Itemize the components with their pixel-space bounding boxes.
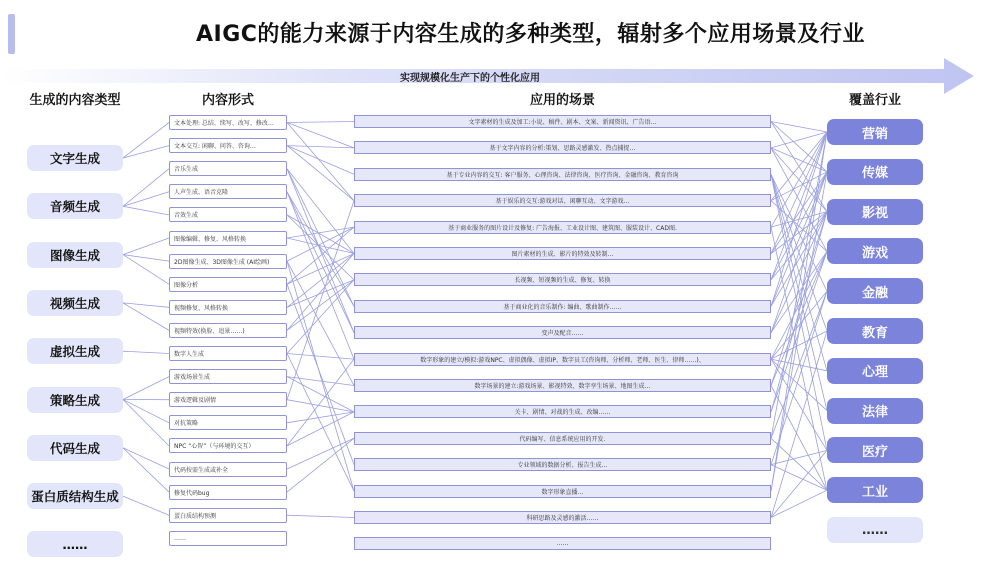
link-form-scene <box>287 261 354 385</box>
link-scene-industry <box>771 201 827 252</box>
link-form-scene <box>287 146 354 148</box>
link-scene-industry <box>771 148 827 252</box>
form-box-13: 对抗策略 <box>169 415 287 430</box>
industry-box-1: 传媒 <box>827 159 923 185</box>
scene-box-13: 专业领域的数据分析、报告生成… <box>354 458 771 471</box>
link-form-scene <box>287 169 354 254</box>
link-scene-industry <box>771 291 827 438</box>
link-scene-industry <box>771 331 827 359</box>
scene-box-1: 基于文字内容的分析:策划、思路灵感激发、热点捕捉… <box>354 141 771 154</box>
link-form-scene <box>287 400 354 412</box>
link-form-scene <box>287 280 354 354</box>
link-scene-industry <box>771 132 827 491</box>
type-box-0: 文字生成 <box>27 145 123 171</box>
link-form-scene <box>287 254 354 308</box>
link-form-scene <box>287 238 354 254</box>
link-scene-industry <box>771 450 827 517</box>
link-scene-industry <box>771 251 827 385</box>
link-form-scene <box>287 354 354 492</box>
link-form-scene <box>287 377 354 412</box>
type-box-6: 代码生成 <box>27 435 123 461</box>
link-scene-industry <box>771 172 827 280</box>
link-form-scene <box>287 192 354 306</box>
scene-box-8: 变声及配音…… <box>354 326 771 339</box>
link-type-form <box>123 448 169 469</box>
industry-box-7: 法律 <box>827 398 923 424</box>
link-form-scene <box>287 123 354 201</box>
link-form-scene <box>287 122 354 123</box>
link-type-form <box>123 400 169 446</box>
link-scene-industry <box>771 359 827 371</box>
link-form-scene <box>287 123 354 148</box>
link-scene-industry <box>771 132 827 280</box>
scene-box-10: 数字场景的建立:游戏场景、影视特效、数字孪生场景、地图生成… <box>354 379 771 392</box>
link-type-form <box>123 448 169 492</box>
link-type-form <box>123 351 169 353</box>
scene-box-more: …… <box>354 537 771 550</box>
industry-box-8: 医疗 <box>827 437 923 463</box>
link-form-scene <box>287 261 354 491</box>
scene-box-5: 图片素材的生成、影片的特效及转制… <box>354 247 771 260</box>
link-scene-industry <box>771 172 827 491</box>
form-box-15: 代码按需生成或补全 <box>169 462 287 477</box>
form-box-4: 音效生成 <box>169 207 287 222</box>
industry-box-0: 营销 <box>827 119 923 145</box>
link-form-scene <box>287 284 354 465</box>
link-scene-industry <box>771 386 827 491</box>
form-box-12: 游戏逻辑及剧情 <box>169 392 287 407</box>
form-box-0: 文本处理: 总结、续写、改写、修改… <box>169 115 287 130</box>
form-box-2: 音乐生成 <box>169 161 287 176</box>
link-type-form <box>123 206 169 215</box>
link-scene-industry <box>771 132 827 148</box>
link-form-scene <box>287 254 354 331</box>
scene-box-15: 科研思路及灵感的激活…… <box>354 511 771 524</box>
link-scene-industry <box>771 122 827 212</box>
scene-box-0: 文字素材的生成及加工:小说、稿件、剧本、文案、新闻资讯、广告语… <box>354 115 771 128</box>
scene-box-7: 基于商业化的音乐制作: 编曲、歌曲制作…… <box>354 300 771 313</box>
scene-box-11: 关卡、剧情、对战的生成、改编…… <box>354 405 771 418</box>
link-form-scene <box>287 438 354 469</box>
link-type-form <box>123 255 169 285</box>
link-form-scene <box>287 359 354 446</box>
scene-box-2: 基于专业内容的交互: 客户服务、心理咨询、法律咨询、医疗咨询、金融咨询、教育咨询 <box>354 168 771 181</box>
link-scene-industry <box>771 331 827 518</box>
link-form-scene <box>287 227 354 261</box>
type-box-3: 视频生成 <box>27 290 123 316</box>
scene-box-14: 数字形象直播… <box>354 485 771 498</box>
link-scene-industry <box>771 212 827 386</box>
link-scene-industry <box>771 174 827 450</box>
industry-box-2: 影视 <box>827 199 923 225</box>
link-form-scene <box>287 412 354 446</box>
link-scene-industry <box>771 438 827 490</box>
link-form-scene <box>287 146 354 201</box>
link-type-form <box>123 255 169 262</box>
scene-box-6: 长视频、短视频的生成、修复、转换 <box>354 273 771 286</box>
form-box-16: 修复代码bug <box>169 485 287 500</box>
link-scene-industry <box>771 359 827 450</box>
link-scene-industry <box>771 148 827 212</box>
link-scene-industry <box>771 465 827 491</box>
link-scene-industry <box>771 291 827 465</box>
scene-box-9: 数字形象的建立/模拟:游戏NPC、虚拟偶像、虚拟IP、数字员工(咨询师、分析师、老师、医生、律师……)、 <box>354 353 771 366</box>
type-box-4: 虚拟生成 <box>27 338 123 364</box>
link-scene-industry <box>771 122 827 172</box>
form-box-5: 图像编辑、修复、风格转换 <box>169 231 287 246</box>
scene-box-4: 基于商业服务的图片设计及修复: 广告海报、工业设计图、建筑图、服装设计、CAD图. <box>354 221 771 234</box>
link-scene-industry <box>771 291 827 359</box>
link-scene-industry <box>771 174 827 410</box>
form-box-7: 图像分析 <box>169 277 287 292</box>
link-scene-industry <box>771 212 827 228</box>
link-form-scene <box>287 215 354 280</box>
industry-box-4: 金融 <box>827 278 923 304</box>
link-scene-industry <box>771 359 827 411</box>
form-box-8: 视频修复、风格转换 <box>169 300 287 315</box>
link-form-scene <box>287 227 354 238</box>
form-box-9: 视频特效(换脸、追景……) <box>169 323 287 338</box>
industry-box-9: 工业 <box>827 477 923 503</box>
type-box-7: 蛋白质结构生成 <box>27 483 123 509</box>
link-scene-industry <box>771 132 827 306</box>
industry-box-5: 教育 <box>827 318 923 344</box>
link-scene-industry <box>771 251 827 332</box>
link-type-form <box>123 377 169 400</box>
industry-box-3: 游戏 <box>827 238 923 264</box>
form-box-17: 蛋白质结构预测 <box>169 508 287 523</box>
type-box-5: 策略生成 <box>27 387 123 413</box>
link-type-form <box>123 238 169 255</box>
title-accent-bar <box>8 14 15 54</box>
link-form-scene <box>287 169 354 333</box>
link-type-form <box>123 400 169 423</box>
form-box-1: 文本交互: 闲聊、问答、咨询… <box>169 138 287 153</box>
industry-box-6: 心理 <box>827 358 923 384</box>
form-box-more: …… <box>169 531 287 546</box>
link-type-form <box>123 123 169 159</box>
link-form-scene <box>287 146 354 175</box>
column-header-forms: 内容形式 <box>201 93 254 108</box>
link-type-form <box>123 169 169 207</box>
industry-box-more: …… <box>827 517 923 543</box>
link-scene-industry <box>771 212 827 412</box>
link-form-scene <box>287 377 354 386</box>
link-form-scene <box>287 438 354 492</box>
type-box-2: 图像生成 <box>27 242 123 268</box>
link-form-scene <box>287 280 354 331</box>
link-scene-industry <box>771 132 827 254</box>
link-form-scene <box>287 227 354 284</box>
link-scene-industry <box>771 172 827 254</box>
link-form-scene <box>287 192 354 359</box>
form-box-6: 2D图像生成、3D图像生成 (AI绘画) <box>169 254 287 269</box>
link-form-scene <box>287 169 354 307</box>
link-scene-industry <box>771 227 827 490</box>
link-scene-industry <box>771 450 827 464</box>
link-type-form <box>123 303 169 331</box>
link-type-form <box>123 496 169 515</box>
link-scene-industry <box>771 132 827 438</box>
link-scene-industry <box>771 174 827 331</box>
page-title: AIGC的能力来源于内容生成的多种类型，辐射多个应用场景及行业 <box>196 22 865 47</box>
form-box-3: 人声生成、语音克隆 <box>169 184 287 199</box>
form-box-11: 游戏场景生成 <box>169 369 287 384</box>
link-type-form <box>123 146 169 158</box>
link-scene-industry <box>771 132 827 227</box>
scene-box-3: 基于娱乐的交互:游戏对话、闲聊互动、文字游戏… <box>354 194 771 207</box>
link-scene-industry <box>771 174 827 291</box>
link-scene-industry <box>771 174 827 370</box>
form-box-10: 数字人生成 <box>169 346 287 361</box>
link-form-scene <box>287 201 354 400</box>
scene-box-12: 代码编写、信息系统应用的开发. <box>354 432 771 445</box>
arrow-label: 实现规模化生产下的个性化应用 <box>400 73 540 84</box>
link-form-scene <box>287 280 354 307</box>
link-scene-industry <box>771 172 827 306</box>
link-scene-industry <box>771 212 827 280</box>
link-scene-industry <box>771 132 827 201</box>
column-header-scenes: 应用的场景 <box>529 93 595 108</box>
link-form-scene <box>287 354 354 360</box>
link-form-scene <box>287 192 354 333</box>
form-box-14: NPC “心智”（与环境的交互） <box>169 438 287 453</box>
column-header-types: 生成的内容类型 <box>29 93 121 108</box>
link-type-form <box>123 192 169 207</box>
link-form-scene <box>287 254 354 285</box>
link-type-form <box>123 303 169 307</box>
link-scene-industry <box>771 251 827 359</box>
link-scene-industry <box>771 212 827 333</box>
link-scene-industry <box>771 172 827 201</box>
link-scene-industry <box>771 251 827 412</box>
link-scene-industry <box>771 212 827 254</box>
link-scene-industry <box>771 490 827 517</box>
link-scene-industry <box>771 212 827 307</box>
column-header-industries: 覆盖行业 <box>848 93 901 108</box>
type-box-1: 音频生成 <box>27 193 123 219</box>
link-form-scene <box>287 515 354 517</box>
link-form-scene <box>287 215 354 254</box>
type-box-more: …… <box>27 531 123 557</box>
link-form-scene <box>287 412 354 423</box>
link-scene-industry <box>771 122 827 133</box>
link-scene-industry <box>771 148 827 172</box>
link-scene-industry <box>771 172 827 333</box>
